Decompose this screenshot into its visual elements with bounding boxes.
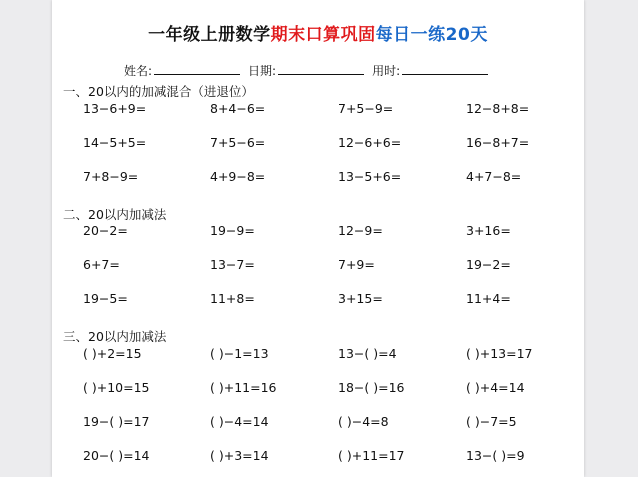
student-info-line — [124, 62, 496, 79]
problem: 20−2= — [83, 223, 128, 238]
problem: 13−( )=9 — [466, 448, 525, 463]
problem: 20−( )=14 — [83, 448, 150, 463]
problem: 12−9= — [338, 223, 383, 238]
name-label: 姓名: — [124, 64, 153, 78]
problem: 14−5+5= — [83, 135, 147, 150]
problem: 12−6+6= — [338, 135, 402, 150]
problem: 19−5= — [83, 291, 128, 306]
section-2-heading: 二、20以内加减法 — [63, 207, 167, 222]
problem: 7+9= — [338, 257, 375, 272]
problem: ( )−4=8 — [338, 414, 389, 429]
problem: ( )+11=17 — [338, 448, 405, 463]
problem: 13−6+9= — [83, 101, 147, 116]
time-label: 用时: — [372, 64, 401, 78]
section-3-heading: 三、20以内加减法 — [63, 329, 167, 344]
problem: 7+5−9= — [338, 101, 394, 116]
problem: ( )−4=14 — [210, 414, 269, 429]
date-blank[interactable] — [278, 63, 364, 75]
problem: 7+5−6= — [210, 135, 266, 150]
problem: 3+16= — [466, 223, 511, 238]
problem: 13−5+6= — [338, 169, 402, 184]
problem: 18−( )=16 — [338, 380, 405, 395]
date-label: 日期: — [248, 64, 277, 78]
problem: 6+7= — [83, 257, 120, 272]
problem: 11+8= — [210, 291, 255, 306]
problem: ( )+3=14 — [210, 448, 269, 463]
worksheet-title — [52, 20, 584, 45]
problem: ( )+10=15 — [83, 380, 150, 395]
title-part-exam: 期末口算巩固 — [270, 25, 376, 45]
title-part-grade: 一年级上册数学 — [148, 25, 271, 45]
title-part-daily: 每日一练20天 — [375, 25, 488, 45]
section-1-heading: 一、20以内的加减混合（进退位） — [63, 84, 254, 99]
problem: ( )+11=16 — [210, 380, 277, 395]
time-blank[interactable] — [402, 63, 488, 75]
problem: ( )−7=5 — [466, 414, 517, 429]
problem: 19−2= — [466, 257, 511, 272]
problem: 7+8−9= — [83, 169, 139, 184]
problem: 8+4−6= — [210, 101, 266, 116]
name-blank[interactable] — [154, 63, 240, 75]
problem: 11+4= — [466, 291, 511, 306]
problem: 3+15= — [338, 291, 383, 306]
problem: 13−( )=4 — [338, 346, 397, 361]
problem: ( )+4=14 — [466, 380, 525, 395]
problem: ( )−1=13 — [210, 346, 269, 361]
problem: 12−8+8= — [466, 101, 530, 116]
problem: 13−7= — [210, 257, 255, 272]
worksheet-page — [52, 0, 584, 477]
problem: 16−8+7= — [466, 135, 530, 150]
problem: 4+9−8= — [210, 169, 266, 184]
problem: 4+7−8= — [466, 169, 522, 184]
problem: 19−9= — [210, 223, 255, 238]
problem: ( )+2=15 — [83, 346, 142, 361]
problem: ( )+13=17 — [466, 346, 533, 361]
problem: 19−( )=17 — [83, 414, 150, 429]
